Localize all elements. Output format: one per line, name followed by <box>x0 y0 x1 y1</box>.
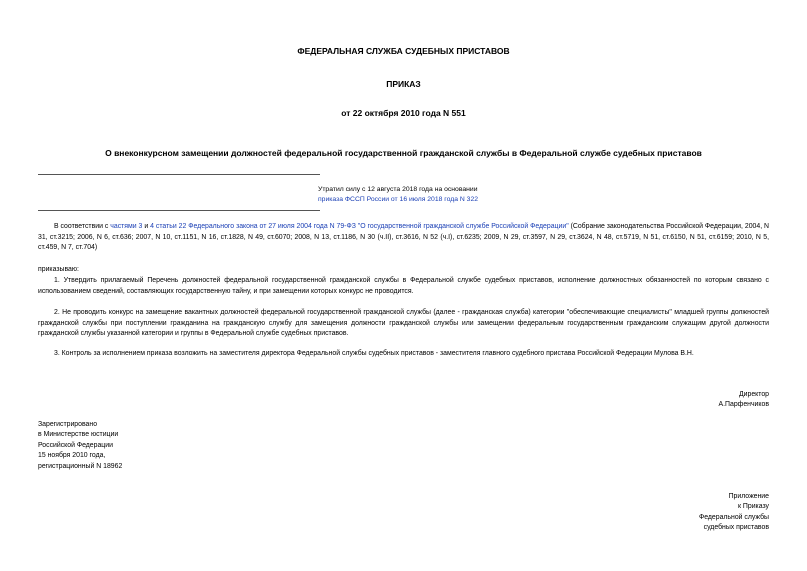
signer-name: А.Парфенчиков <box>718 401 769 409</box>
repeal-note-link[interactable]: приказа ФССП России от 16 июля 2018 года N 322 <box>318 196 479 203</box>
appendix-line: судебных приставов <box>703 524 769 532</box>
preamble-text-end: (Собрание законодательства Российской Федерации, 2004, N 31, ст.3215; 2006, N 6, ст.636; 2007, N 10, ст.1151, N 16, ст.1828, N 49, ст.6070; 2008, N 13, ст.1186, N 30 (ч.II), ст.3616, N 52 (ч.I), ст.6235; 2009, N 29, ст.3597, N 29, ст.3624, N 48, ст.5719, N 51, ст.6150, N 51, ст.6159; 2010, N 5, ст.459, N 7, ст.704) <box>38 223 770 252</box>
appendix-block <box>699 492 769 534</box>
law-link-article22[interactable]: 4 статьи 22 Федерального закона от 27 июля 2004 года N 79-ФЗ "О государственной гражданской службе Российской Федерации" <box>150 223 569 230</box>
preamble-paragraph <box>38 222 769 254</box>
repeal-note-text: Утратил силу с 12 августа 2018 года на основании <box>318 186 478 193</box>
preamble-text-start: В соответствии с <box>54 223 111 230</box>
registration-line: в Министерстве юстиции <box>38 431 119 439</box>
appendix-line: Приложение <box>728 493 769 500</box>
appendix-line: к Приказу <box>737 503 769 511</box>
order-item-1-text: 1. Утвердить прилагаемый Перечень должностей федеральной государственной гражданской службы в Федеральной службе судебных приставов, исполнение должностных обязанностей по которым связано с использованием сведений, составляющих государственную тайну, и при замещении которых конкурс не проводится. <box>38 277 769 295</box>
registration-line: Зарегистрировано <box>38 421 98 428</box>
appendix-line: Федеральной службы <box>698 513 769 521</box>
order-item-2 <box>38 308 769 340</box>
preamble-text-and: и <box>142 223 151 230</box>
registration-block <box>38 420 122 472</box>
divider-top <box>38 174 320 175</box>
repeal-note <box>318 185 478 205</box>
order-word: приказываю: <box>38 266 79 273</box>
order-item-1 <box>38 276 769 297</box>
order-item-3-text: 3. Контроль за исполнением приказа возложить на заместителя директора Федеральной службы судебных приставов - заместителя главного судебного пристава Российской Федерации Мулова В.Н. <box>54 350 694 357</box>
agency-name: ФЕДЕРАЛЬНАЯ СЛУЖБА СУДЕБНЫХ ПРИСТАВОВ <box>297 46 510 56</box>
document-date: от 22 октября 2010 года N 551 <box>341 108 466 118</box>
registration-line: 15 ноября 2010 года, <box>38 452 106 460</box>
document-title: О внеконкурсном замещении должностей федеральной государственной гражданской службы в Федеральной службе судебных приставов <box>105 148 702 158</box>
document-type: ПРИКАЗ <box>386 79 421 89</box>
signer-position: Директор <box>738 391 769 398</box>
law-link-part3[interactable]: частями 3 <box>110 223 143 230</box>
registration-line: регистрационный N 18962 <box>38 462 123 470</box>
order-item-2-text: 2. Не проводить конкурс на замещение вакантных должностей федеральной государственной гражданской службы (далее - гражданская служба) категории "обеспечивающие специалисты" младшей группы должностей гражданской службы при поступлении гражданина на гражданскую службу для замещения должности гражданской службы или замещении федеральным государственным гражданским служащим другой должности гражданской службы указанной категории и группы в Федеральной службе судебных приставов. <box>38 309 769 338</box>
registration-line: Российской Федерации <box>38 441 113 449</box>
signature-block <box>719 390 769 411</box>
divider-bottom <box>38 210 320 211</box>
order-item-3 <box>38 349 769 360</box>
